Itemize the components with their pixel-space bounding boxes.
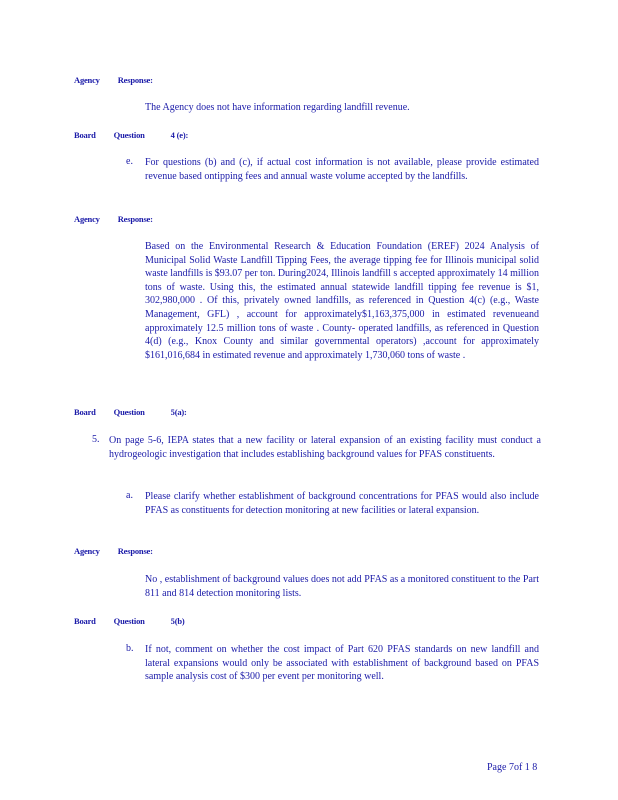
- label-word: Question: [113, 130, 145, 140]
- response-text: No , establishment of background values does not add PFAS as a monitored constituent to the Part 811 and 814 detection monitoring lists.: [145, 574, 539, 599]
- board-question-label: [74, 616, 185, 626]
- label-word: 4 (e):: [170, 130, 189, 140]
- agency-response-label: [74, 546, 153, 556]
- label-word: Response:: [117, 214, 153, 224]
- question-text: If not, comment on whether the cost impact of Part 620 PFAS standards on new landfill and lateral expansions would only be associated with establishment of background based on PFAS sample analysis cost of $300 per event per monitoring well.: [145, 644, 539, 683]
- response-text: The Agency does not have information regarding landfill revenue.: [145, 102, 410, 113]
- label-word: 5(b): [170, 616, 185, 626]
- label-word: Response:: [117, 546, 153, 556]
- item-marker: b.: [126, 643, 134, 654]
- question-text: Please clarify whether establishment of background concentrations for PFAS would also include PFAS as constituents for detection monitoring at new facilities or lateral expansion.: [145, 491, 539, 516]
- label-word: Agency: [74, 214, 100, 224]
- label-word: Agency: [74, 75, 100, 85]
- label-word: Board: [74, 407, 96, 417]
- item-marker: e.: [126, 156, 133, 167]
- question-text: For questions (b) and (c), if actual cost information is not available, please provide estimated revenue based ontipping fees and annual waste volume accepted by the landfills.: [145, 157, 539, 182]
- label-word: Board: [74, 130, 96, 140]
- board-question-label: [74, 407, 187, 417]
- label-word: Board: [74, 616, 96, 626]
- response-text: Based on the Environmental Research & Education Foundation (EREF) 2024 Analysis of Municipal Solid Waste Landfill Tipping Fees, the average tipping fee for Illinois municipal solid waste landfills is $93.07 per ton. During2024, Illinois landfill s accepted approximately 14 million tons of waste. Using this, the estimated annual statewide landfill tipping fee revenue is $1, 302,980,000 . Of this, privately owned landfills, as referenced in Question 4(c) (e.g., Waste Management, GFL) , account for approximately$1,163,375,000 in estimated revenueand approximately 12.5 million tons of waste . County- operated landfills, as referenced in Question 4(d) (e.g., Knox County and similar governmental operators) ,account for approximately $161,016,684 in estimated revenue and approximately 1,730,060 tons of waste .: [145, 241, 539, 361]
- label-word: Question: [113, 616, 145, 626]
- item-marker: a.: [126, 490, 133, 501]
- label-word: Response:: [117, 75, 153, 85]
- label-word: 5(a):: [170, 407, 187, 417]
- item-marker: 5.: [92, 434, 100, 445]
- label-word: Agency: [74, 546, 100, 556]
- page-number: Page 7of 1 8: [487, 762, 538, 773]
- agency-response-label: [74, 214, 153, 224]
- agency-response-label: [74, 75, 153, 85]
- label-word: Question: [113, 407, 145, 417]
- board-question-label: [74, 130, 188, 140]
- question-text: On page 5-6, IEPA states that a new facility or lateral expansion of an existing facility must conduct a hydrogeologic investigation that includes establishing background values for PFAS constituents.: [109, 435, 541, 460]
